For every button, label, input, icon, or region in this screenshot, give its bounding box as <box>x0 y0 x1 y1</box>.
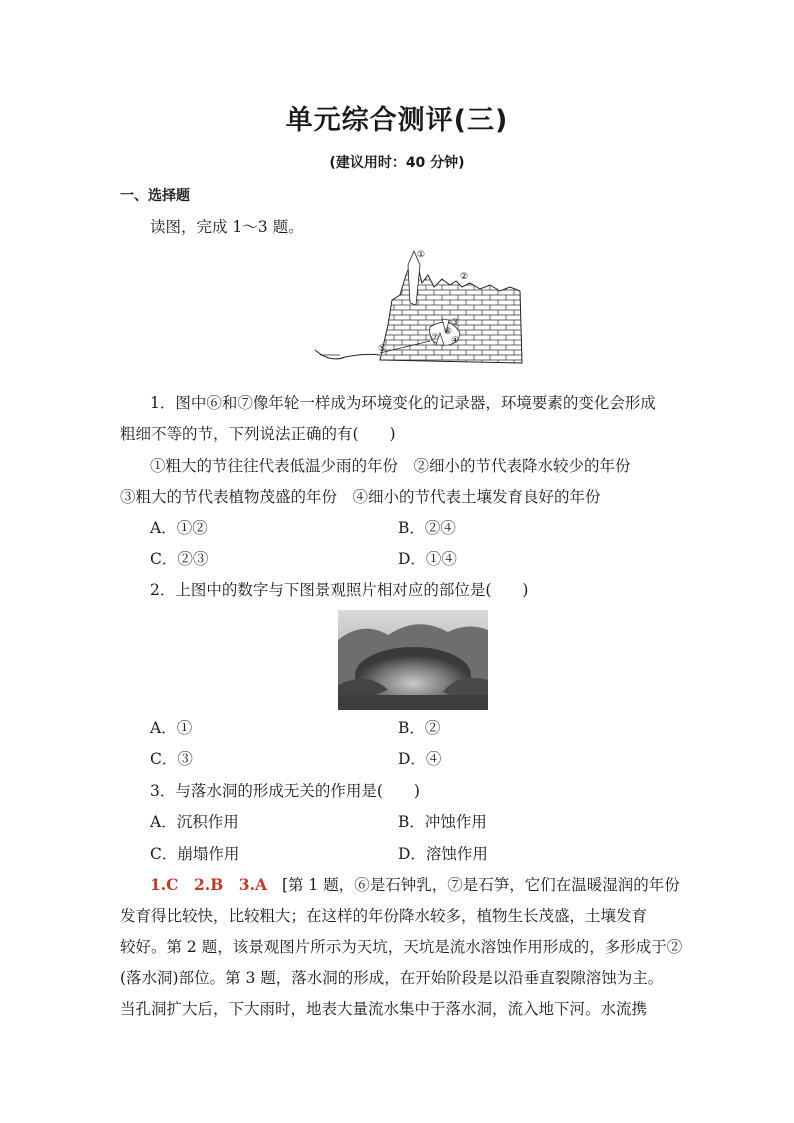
q1-statements-2: ③粗大的节代表植物茂盛的年份 ④细小的节代表土壤发育良好的年份 <box>120 488 601 506</box>
answer-line2: 发育得比较快，比较粗大；在这样的年份降水较多，植物生长茂盛，土壤发育 <box>120 907 648 925</box>
label-2: ② <box>460 272 469 282</box>
karst-diagram <box>310 245 530 370</box>
label-3: ③ <box>451 318 460 328</box>
rock-mass <box>380 255 522 363</box>
label-7: ⑦ <box>431 333 440 343</box>
q1-option-d: D．①④ <box>398 550 457 568</box>
page-subtitle: (建议用时：40 分钟) <box>329 155 465 171</box>
q3-option-c: C．崩塌作用 <box>150 845 240 863</box>
q2-option-d: D．④ <box>398 750 442 768</box>
q1-stem-line2: 粗细不等的节，下列说法正确的有( ) <box>120 425 396 443</box>
q2-stem: 2．上图中的数字与下图景观照片相对应的部位是( ) <box>150 581 529 599</box>
q2-option-a: A．① <box>150 719 193 737</box>
answer-line4: (落水洞)部位。第 3 题，落水洞的形成，在开始阶段是以沿垂直裂隙溶蚀为主。 <box>120 969 664 987</box>
label-6: ⑥ <box>444 327 453 337</box>
tiankeng-photo <box>338 610 488 710</box>
q1-statements-1: ①粗大的节往往代表低温少雨的年份 ②细小的节代表降水较少的年份 <box>150 457 631 475</box>
label-5: ⑤ <box>378 344 387 354</box>
label-1: ① <box>417 250 426 260</box>
q3-option-a: A．沉积作用 <box>150 813 239 831</box>
label-4: ④ <box>451 336 460 346</box>
q1-option-a: A．①② <box>150 519 208 537</box>
q3-stem: 3．与落水洞的形成无关的作用是( ) <box>150 782 420 800</box>
page-title: 单元综合测评(三) <box>285 105 509 136</box>
answer-line3: 较好。第 2 题，该景观图片所示为天坑，天坑是流水溶蚀作用形成的，多形成于② <box>120 938 683 956</box>
answer-keys: 1.C 2.B 3.A <box>150 875 268 894</box>
q2-option-b: B．② <box>398 719 441 737</box>
section-heading: 一、选择题 <box>120 188 190 204</box>
answer-line5: 当孔洞扩大后，下大雨时，地表大量流水集中于落水洞，流入地下河。水流携 <box>120 1000 648 1018</box>
q3-option-d: D．溶蚀作用 <box>398 845 488 863</box>
surface-slope <box>315 350 380 359</box>
q1-option-c: C．②③ <box>150 550 209 568</box>
q2-option-c: C．③ <box>150 750 193 768</box>
q3-option-b: B．冲蚀作用 <box>398 813 487 831</box>
q1-option-b: B．②④ <box>398 519 456 537</box>
answer-text-1: [第 1 题，⑥是石钟乳，⑦是石笋，它们在温暖湿润的年份 <box>281 876 680 894</box>
answer-line1 <box>150 874 680 896</box>
intro-text: 读图，完成 1～3 题。 <box>150 218 304 236</box>
q1-stem-line1: 1．图中⑥和⑦像年轮一样成为环境变化的记录器，环境要素的变化会形成 <box>150 394 656 412</box>
